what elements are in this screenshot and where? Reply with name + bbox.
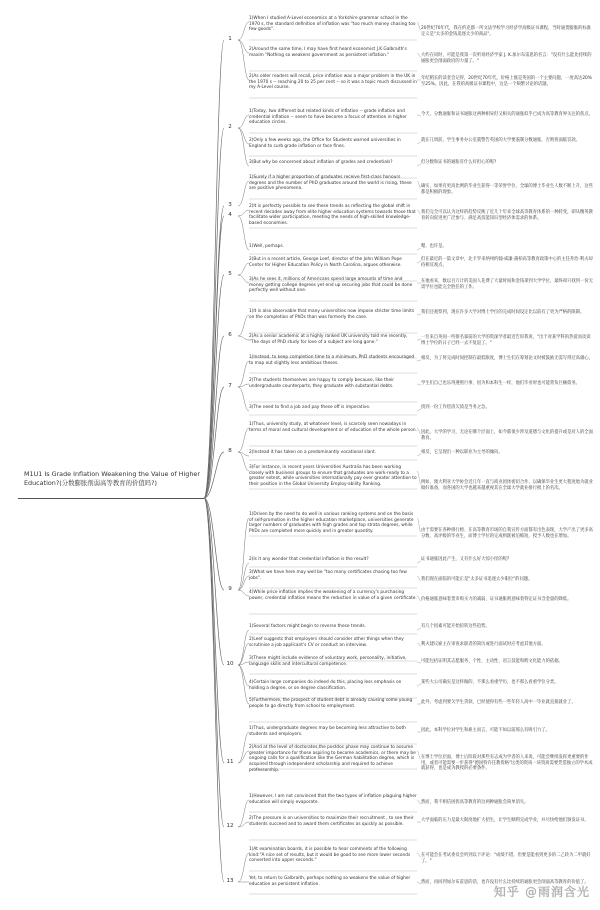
chinese-translation[interactable]: 例如，澳大利亚大学协会近几年一直与商业团体密切合作，以确保毕业生更大程度地为就业做好准备，而各国的大学也越来越重视其在全球大学就业排行榜上的名次。: [421, 480, 593, 491]
english-sentence[interactable]: 1)Well, perhaps.: [249, 244, 284, 249]
section-number[interactable]: 10: [226, 661, 234, 667]
english-sentence[interactable]: 3)But why be concerned about inflation of grades and credentials?: [249, 160, 393, 165]
branch-connector: [238, 387, 249, 411]
english-sentence[interactable]: 2)It is perfectly possible to see these trends as reflecting the global shift in recent decades away from elite higher education systems towards those that facilitate wider participation, meeting the needs of high-skilled knowledge-based economies.: [249, 204, 416, 227]
chinese-translation[interactable]: 此外，考虑到要欠学生贷款，已经使得有些一些年轻人高中一毕业就直接就业了。: [421, 700, 576, 705]
english-sentence[interactable]: 2)Leef suggests that employers should consider other things when they scrutinise a job applicant's CV or conduct an interview.: [249, 637, 404, 648]
branch-connector: [238, 40, 249, 53]
branch-connector: [238, 384, 249, 387]
chinese-translation[interactable]: 相反，它呈现出一种以职业为主导的倾向。: [421, 450, 503, 455]
branch-connector: [238, 128, 249, 166]
section-number[interactable]: 4: [228, 212, 232, 218]
chinese-translation[interactable]: 我们完全可以认为这样的趋势反映了近几十年来全球高等教育体系的一种转变，即从精英教育转向促进更广泛参与、满足高技能知识型经济体需求的体系。: [421, 210, 593, 221]
english-sentence[interactable]: Yet, to return to Galbraith, perhaps nothing so weakens the value of higher education as persistent inflation.: [249, 876, 411, 887]
chinese-translation[interactable]: 20世纪70年代，我在约克郡一所文法学校学习经济学高级证书课程，当时通货膨胀的标准定义是"太多的金钱追逐太少的商品"。: [421, 26, 591, 37]
section-number[interactable]: 11: [226, 759, 234, 765]
english-sentence[interactable]: 2)The pressure is on universities to maximize their recruitment , to see their students succeed and to award them certificates as quickly as possible.: [249, 816, 414, 827]
root-connector: [204, 128, 224, 498]
english-sentence[interactable]: 2)Is it any wonder that credential inflation is the result?: [249, 557, 369, 562]
branch-connector: [238, 115, 249, 128]
watermark: 知乎 @雨润含光: [493, 885, 590, 899]
english-sentence[interactable]: 3)What we have here may well be "too many certificates chasing too few jobs".: [249, 570, 407, 581]
chinese-translation[interactable]: 学生们自己也乐得遵照行事，因为和本科生一样，他们毕业时也可能背负巨额债务。: [421, 381, 580, 386]
branch-connector: [238, 643, 249, 665]
chinese-translation[interactable]: 然而，再回到加尔布雷思的话，也许没有什么比持续的通胀更会削弱高等教育的价值了。: [421, 880, 589, 885]
chinese-translation[interactable]: 由于需要在各种排行榜、在高等教育市场的自我宣传方面都有出色表现，大学产出了更多高分数、高评级的毕业生，而博士学位的完成则既被迫缩短，授予人数也在增加。: [421, 528, 593, 539]
english-sentence[interactable]: 1)However, I am not convinced that the two types of inflation plaguing higher education will simply evaporate.: [249, 794, 417, 805]
chinese-translation[interactable]: 但分数和证书的通胀有什么好担心的呢?: [421, 160, 497, 165]
section-number[interactable]: 8: [228, 448, 232, 454]
english-sentence[interactable]: 3)These might include evidence of voluntary work, personality, initiative, language skills and intercultural competence.: [249, 656, 407, 667]
section-number[interactable]: 12: [226, 823, 234, 829]
chinese-translation[interactable]: 相反，为了将完成时间控制在最低限度，博士生们在筹划论文时被鼓励无需写得过高雄心。: [421, 356, 593, 361]
root-title: M1U1 Is Grade Inflation Weakening the Value of Higher Education?(分数膨胀削弱高等教育的价值吗?): [24, 470, 200, 487]
chinese-translation[interactable]: 价格通胀意味着货币购买力的减弱，证书通胀则意味着特定证书含金量的降低。: [421, 597, 572, 602]
english-sentence[interactable]: 3)For instance, in recent years Universities Australia has been working closely with business groups to ensure that graduates are work-ready to a greater extent, while universities internationally pay ever greater attention to their position in the Global University Employ-ability Ranking.: [249, 465, 417, 488]
english-sentence[interactable]: 4)Certain large companies do indeed do this, placing less emphasis on holding a degree, or on degree classification.: [249, 680, 402, 691]
english-sentence[interactable]: 1)It is also observable that many universities now impose stricter time limits on the completion of PhDs than was formerly the case.: [249, 309, 415, 320]
chinese-translation[interactable]: 在可能会在考试委员会听到以下评论："成绩不错，但要是能看到更多的二乙转为二甲就好了。": [421, 853, 591, 864]
english-sentence[interactable]: 2)But in a recent article, George Leef, director of the John William Pope Center for Higher Education Policy in North Carolina, argues otherwise.: [249, 257, 402, 268]
branch-connector: [238, 216, 249, 250]
branch-connector: [238, 630, 249, 665]
branch-connector: [238, 590, 249, 596]
chinese-translation[interactable]: 年纪稍长的读者会记得，20世纪70年代，价格上涨是英国的一个主要问题，一度高达20%至25%。因此，在我的高级证书课程中，这是一个频繁讨论的话题。: [421, 76, 592, 87]
chinese-translation[interactable]: 大约在同时，可能是我第一次听说经济学家 J. K.加尔布雷思的名言："没有什么能比持续的通胀更会削弱政府的力量了。": [421, 53, 592, 64]
chinese-translation[interactable]: 因此，本科学位对学生和雇主而言，可能不如以前那么有吸引力了。: [421, 728, 550, 733]
branch-connector: [238, 275, 249, 283]
chinese-translation[interactable]: 可能包括证明其志愿服务、个性、主动性、语言技能和跨文化能力的依据。: [421, 659, 563, 664]
section-number[interactable]: 5: [228, 271, 232, 277]
english-sentence[interactable]: 3)As he sees it, millions of Americans spend large amounts of time and money getting college degrees yet end up securing jobs that could be done perfectly well without one.: [249, 277, 413, 294]
chinese-translation[interactable]: 今天，分数通胀和证书通胀这两种相异但又相关的通胀似乎已成为高等教育界关注的焦点。: [421, 112, 593, 117]
english-sentence[interactable]: 2)As older readers will recall, price inflation was a major problem in the UK in the 1970 s -- reaching 20 to 25 per cent -- so it was a topic much discussed in my A-Level course.: [249, 74, 417, 91]
section-number[interactable]: 9: [228, 586, 232, 592]
root-connector: [204, 336, 224, 498]
english-sentence[interactable]: 3)The need to find a job and pay these off is imperative.: [249, 405, 371, 410]
english-sentence[interactable]: 2)And at the level of doctorates,the postdoc phase may continue to assume greater importance for those aspiring to become academics, or there may be ongoing calls for a qualification like the German habilitation degree, which is acquired through independent scholarship and required to achieve professorship.: [249, 745, 416, 773]
branch-connector: [238, 800, 249, 827]
english-sentence[interactable]: 1)At examination boards, it is possible to hear comments of the following kind:"A nice set of results, but it would be good to see more lower seconds converted into upper seconds.": [249, 847, 411, 864]
chinese-translation[interactable]: 利夫建议雇主在审查求职者的简历或进行面试时应考虑其他方面。: [421, 642, 546, 647]
chinese-translation[interactable]: 确实，如果有更高比例的毕业生获得一等荣誉学位，全球的博士毕业生人数不断上升，这些都是积极的现象。: [421, 184, 593, 195]
chinese-translation[interactable]: 在他看来，数以百万计的美国人花费了大量时间和金钱拿到大学学位，最终却只找到一份无需学位也能完全胜任的工作。: [421, 279, 593, 290]
branch-connector: [238, 751, 249, 763]
chinese-translation[interactable]: 有几个因素可能开始扭转这些趋势。: [421, 624, 490, 629]
branch-connector: [238, 22, 249, 40]
english-sentence[interactable]: 1)Several factors might begin to reverse these trends.: [249, 624, 366, 629]
branch-connector: [238, 181, 249, 206]
root-connector: [204, 498, 224, 882]
branch-connector: [238, 210, 249, 216]
english-sentence[interactable]: 2)As a senior academic at a highly ranked UK university told me recently, "The days of PhD study for love of a subject are long gone.": [249, 334, 408, 345]
branch-connector: [238, 315, 249, 336]
chinese-translation[interactable]: 我们现在面临的可能正是"太多证书追逐太少职位"的问题。: [421, 577, 533, 582]
chinese-translation[interactable]: 就在几周前，学生事务办公室就警告英国的大学要遏制分数通胀，否则将面临罚款。: [421, 138, 580, 143]
branch-connector: [238, 361, 249, 387]
english-sentence[interactable]: 2)Around the same time, I may have first heard economist J.K.Galbraith's maxim "Nothing so weakens government as persistent inflation.": [249, 47, 407, 58]
root-underline: [18, 498, 204, 499]
chinese-translation[interactable]: 证书通胀因此产生，又有什么好大惊小怪的呢?: [421, 557, 510, 562]
english-sentence[interactable]: 2)Instead it has taken on a predominantly vocational slant.: [249, 450, 377, 455]
chinese-translation[interactable]: 但在最近的一篇文章中，北卡罗来纳州约翰·威廉·蒲柏高等教育政策中心的主任乔治·利夫却持相反观点。: [421, 257, 593, 268]
section-number[interactable]: 1: [228, 36, 232, 42]
branch-connector: [238, 452, 249, 471]
root-connector: [204, 216, 224, 498]
section-number[interactable]: 3: [228, 202, 232, 208]
english-sentence[interactable]: 2)The students themselves are happy to comply because, like their undergraduate counterparts, they graduate with substantial debts.: [249, 378, 395, 389]
english-sentence[interactable]: 1)Instead, to keep completion time to a minimum, PhD students encouraged to map out slightly less ambitious theses.: [249, 355, 415, 366]
section-number[interactable]: 13: [226, 878, 234, 884]
chinese-translation[interactable]: 然而，我不相信困扰高等教育的这两种通胀会简单消失。: [421, 800, 529, 805]
english-sentence[interactable]: 1)Today, two different but related kinds of inflation -- grade inflation and credential inflation -- seem to have become a focus of attention in higher education circles.: [249, 109, 407, 126]
branch-connector: [238, 732, 249, 763]
english-sentence[interactable]: 1)Thus, undergraduate degrees may be becoming less attractive to both students and employers.: [249, 726, 406, 737]
english-sentence[interactable]: 1)Driven by the need to do well in various ranking systems and on the basis of self-promotion in the higher education marketplace, universities generate larger numbers of graduates with high grades and top strata degrees, while PhDs are completed more quickly and in greater quantity.: [249, 512, 414, 535]
chinese-translation[interactable]: 一位来自英国一所排名靠前的大学的资深学者最近告诉我说，"出于对某学科的热爱而攻读博士学位的日子已经一去不复返了。": [421, 335, 591, 346]
chinese-translation[interactable]: 因此，大学的学习，无论在哪个层面上，如今都很少涉及道德与文化的提升或是对人的全面教育。: [421, 430, 593, 441]
section-number[interactable]: 7: [228, 383, 232, 389]
branch-connector: [238, 428, 249, 452]
english-sentence[interactable]: 1)Surely if a higher proportion of graduates receive first-class honours degrees and the number of PhD graduates around the world is rising, these are positive phenomena.: [249, 175, 412, 192]
chinese-translation[interactable]: 某些大公司确实是这样做的，不那么看重学历，也不那么看重学位分类。: [421, 680, 559, 685]
english-sentence[interactable]: 2)Only a few weeks ago, the Office for Students warned universities in England to curb grade inflation or face fines.: [249, 138, 401, 149]
chinese-translation[interactable]: 在博士学位层面，博士后阶段对那些有志成为学者的人来说，可能会继续发挥更重要的作用，或者可能需要一步获得"德国特许任教资格"这类的资质一该资质需要凭借独立的学术成就获得，也是成为教授的必要条件。: [421, 755, 593, 772]
section-number[interactable]: 6: [228, 332, 232, 338]
chinese-translation[interactable]: 大学面临的压力是最大限度地扩大招生，让学生顺利完成学业，并尽快给他们颁发证书。: [421, 818, 589, 823]
branch-connector: [238, 336, 249, 340]
english-sentence[interactable]: 1)When I studied A-Level economics at a Yorkshire grammar school in the 1970 s, the standard definition of inflation was "too much money chasing too few goods".: [249, 16, 416, 33]
chinese-translation[interactable]: 我们还观察到，现在许多大学对博士学位的完成时间设定比以前有了更为严格的限制。: [421, 310, 585, 315]
english-sentence[interactable]: 4)While price inflation implies the weakening of a currency's purchasing power, credential inflation means the reduction in value of a given certificate.: [249, 590, 417, 601]
section-number[interactable]: 2: [228, 124, 232, 130]
english-sentence[interactable]: 5)Furthermore, the prospect of student debt is already causing some young people to go directly from school to employment.: [249, 698, 413, 709]
english-sentence[interactable]: 1)Thus, university study, at whatever level, is scarcely seen nowadays in terms of moral and cultural development or of education of the whole person.: [249, 422, 417, 433]
chinese-translation[interactable]: 找到一份工作偿清欠债是当务之急。: [421, 405, 490, 410]
branch-connector: [238, 853, 249, 882]
branch-connector: [238, 128, 249, 144]
root-node[interactable]: [24, 470, 202, 487]
chinese-translation[interactable]: 嗯，也许是。: [421, 244, 447, 249]
branch-connector: [238, 263, 249, 275]
